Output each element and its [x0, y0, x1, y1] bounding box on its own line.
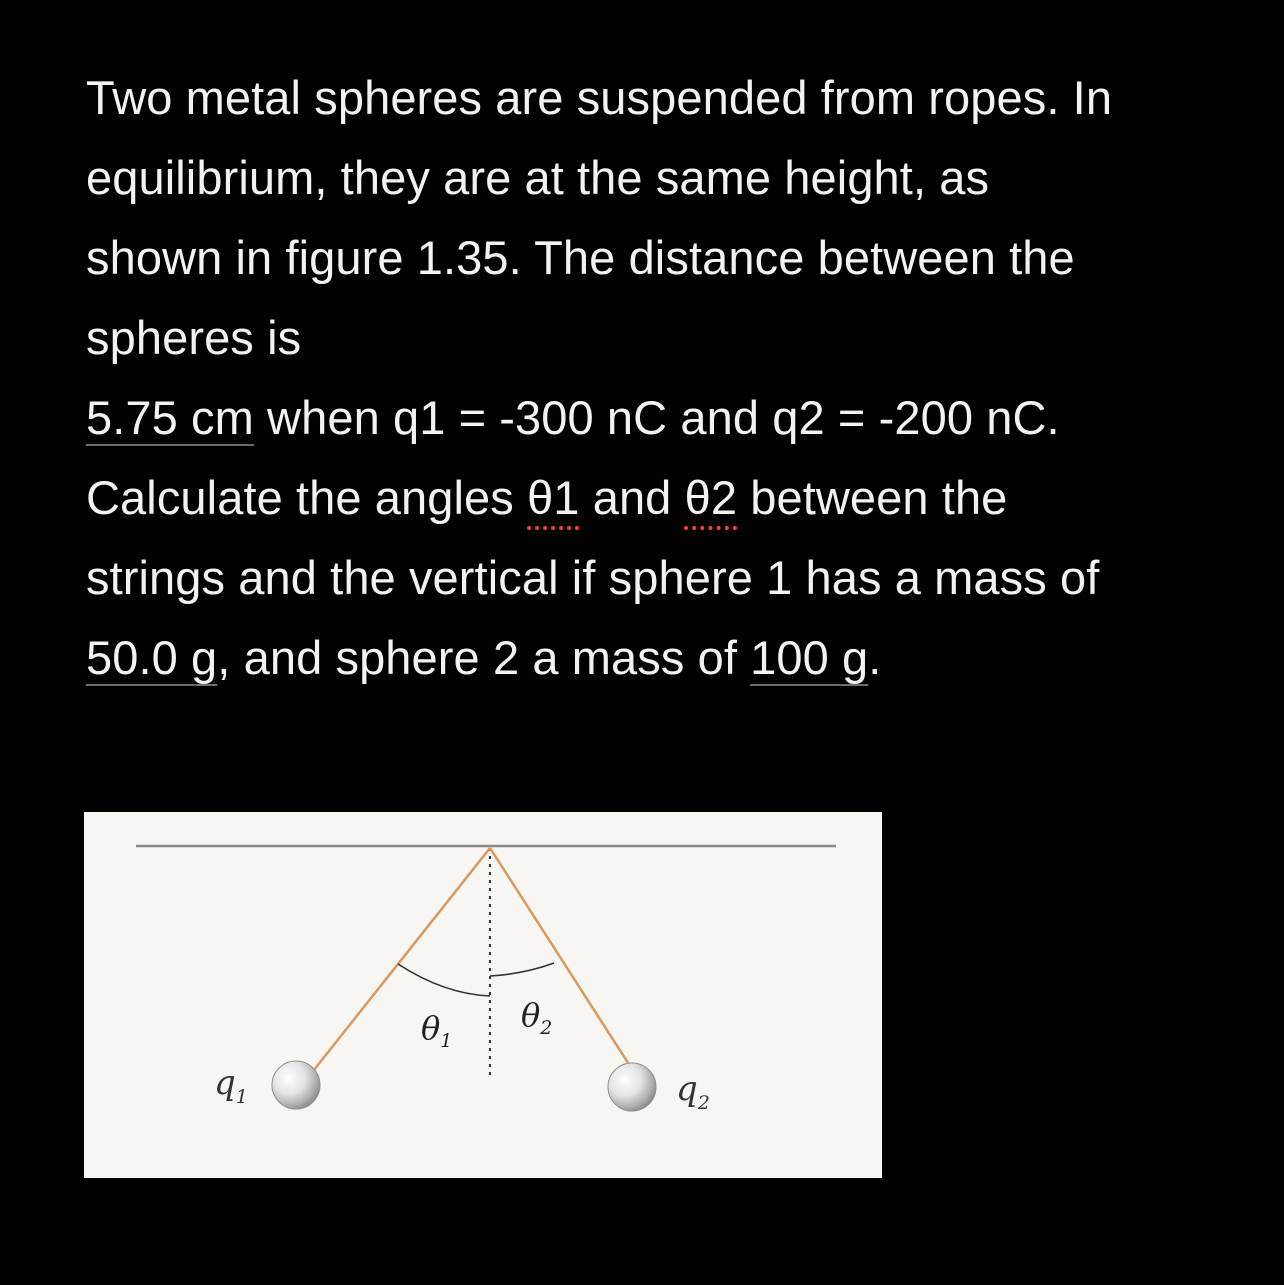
theta2-label: $\theta_2$: [521, 996, 553, 1039]
problem-line-8: [86, 618, 1236, 698]
sphere-2: [608, 1063, 656, 1111]
problem-line-1: Two metal spheres are suspended from ropes. In: [86, 71, 1113, 124]
problem-line-5: [86, 378, 1236, 458]
sphere2-text: , and sphere 2 a mass of: [217, 631, 751, 684]
problem-line-7: strings and the vertical if sphere 1 has a mass of: [86, 551, 1100, 604]
calculate-text: Calculate the angles: [86, 471, 528, 524]
q2-label: $q_2$: [676, 1069, 710, 1114]
between-text: between the: [737, 471, 1008, 524]
and-text: and: [579, 471, 685, 524]
theta1-label: $\theta_1$: [421, 1009, 453, 1052]
mass2-value-link[interactable]: 100 g: [750, 631, 869, 684]
problem-line-3: shown in figure 1.35. The distance between the: [86, 231, 1075, 284]
problem-text: [86, 58, 1236, 698]
problem-line-4: spheres is: [86, 311, 302, 364]
pendulum-diagram: [84, 812, 882, 1178]
distance-value-link[interactable]: 5.75 cm: [86, 391, 254, 444]
theta1-spellcheck-word[interactable]: θ1: [527, 471, 580, 524]
problem-line-2: equilibrium, they are at the same height, as: [86, 151, 990, 204]
q1-label: $q_1$: [214, 1063, 248, 1108]
theta2-spellcheck-word[interactable]: θ2: [684, 471, 738, 524]
problem-line-6: [86, 458, 1236, 538]
figure-1-35: [84, 812, 882, 1178]
mass1-value-link[interactable]: 50.0 g: [86, 631, 218, 684]
sphere-1: [272, 1061, 320, 1109]
period-text: .: [868, 631, 882, 684]
charges-text: when q1 = -300 nC and q2 = -200 nC.: [253, 391, 1060, 444]
